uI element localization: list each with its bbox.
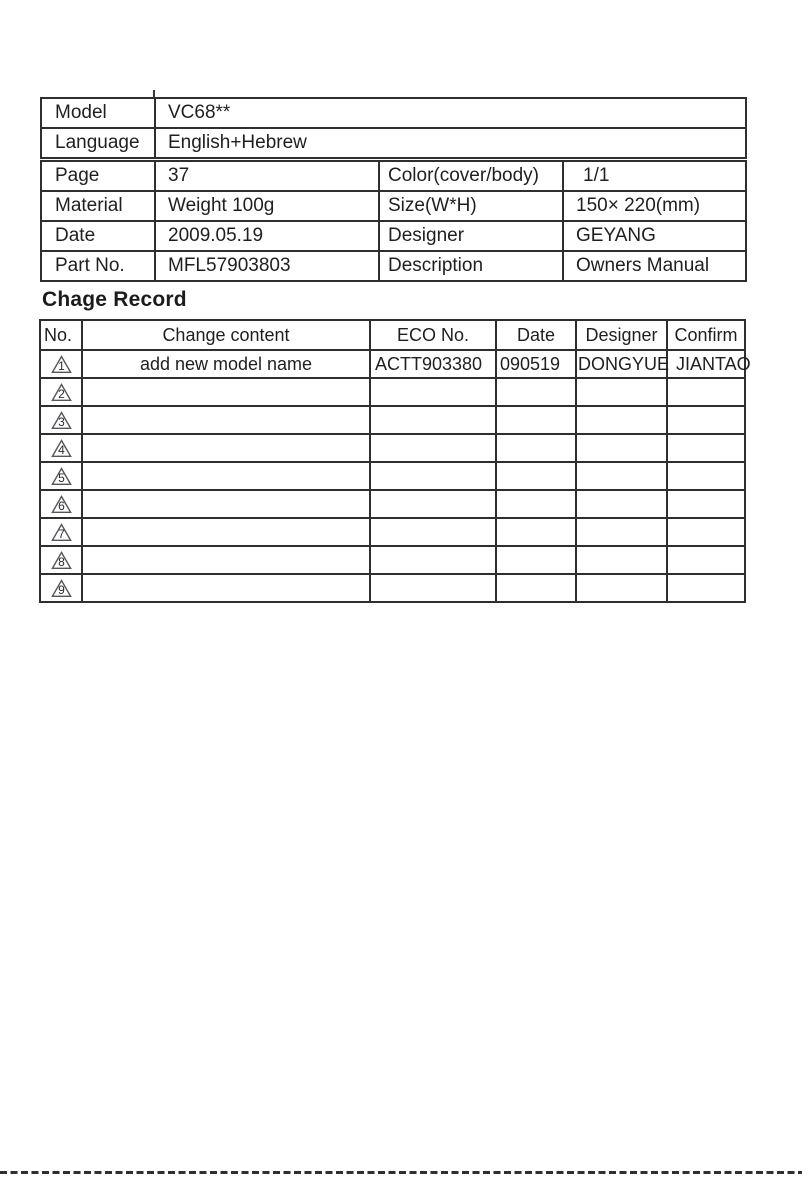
- designer-cell: [576, 462, 667, 490]
- confirm-cell: [667, 574, 745, 602]
- date-cell: 090519: [496, 350, 576, 378]
- designer-cell: [576, 574, 667, 602]
- confirm-cell: [667, 434, 745, 462]
- revision-marker-cell: [40, 434, 82, 462]
- numbered-triangle-icon: [51, 355, 72, 374]
- numbered-triangle-icon: [51, 551, 72, 570]
- confirm-cell: [667, 378, 745, 406]
- spec-value-date: 2009.05.19: [155, 221, 379, 251]
- numbered-triangle-icon: [51, 579, 72, 598]
- eco-no-cell: [370, 406, 496, 434]
- eco-no-cell: [370, 518, 496, 546]
- table-row: [41, 221, 746, 251]
- date-cell: [496, 518, 576, 546]
- eco-no-cell: [370, 490, 496, 518]
- date-cell: [496, 378, 576, 406]
- eco-no-cell: [370, 574, 496, 602]
- dashed-cut-line: [0, 1171, 802, 1174]
- eco-no-cell: [370, 378, 496, 406]
- confirm-cell: [667, 462, 745, 490]
- table-row: [40, 546, 745, 574]
- spec-label-part-no: Part No.: [41, 251, 155, 281]
- revision-marker-cell: [40, 406, 82, 434]
- spec-value-language: English+Hebrew: [155, 128, 746, 158]
- spec-table: [40, 97, 747, 282]
- confirm-cell: JIANTAO: [667, 350, 745, 378]
- svg-text:8: 8: [57, 555, 65, 570]
- table-row: [41, 161, 746, 191]
- spec-label-material: Material: [41, 191, 155, 221]
- change-content-cell: [82, 434, 370, 462]
- svg-text:7: 7: [57, 527, 65, 542]
- change-record-header-row: [40, 320, 745, 350]
- col-header-eco-no: ECO No.: [370, 320, 496, 350]
- spec-label-designer: Designer: [379, 221, 563, 251]
- svg-text:2: 2: [57, 387, 65, 402]
- table-row: [41, 251, 746, 281]
- numbered-triangle-icon: [51, 523, 72, 542]
- table-row: [41, 128, 746, 158]
- designer-cell: [576, 518, 667, 546]
- revision-marker-cell: [40, 574, 82, 602]
- table-row: [40, 574, 745, 602]
- date-cell: [496, 546, 576, 574]
- table-row: [40, 378, 745, 406]
- change-record-title: Chage Record: [42, 288, 187, 311]
- revision-marker-cell: [40, 546, 82, 574]
- spec-label-color: Color(cover/body): [379, 161, 563, 191]
- date-cell: [496, 490, 576, 518]
- spec-value-part-no: MFL57903803: [155, 251, 379, 281]
- spec-value-designer: GEYANG: [563, 221, 746, 251]
- table-row: [40, 406, 745, 434]
- change-content-cell: add new model name: [82, 350, 370, 378]
- spec-table-grid: [40, 160, 747, 282]
- change-content-cell: [82, 406, 370, 434]
- designer-cell: [576, 378, 667, 406]
- numbered-triangle-icon: [51, 467, 72, 486]
- spec-table-merged: [40, 97, 747, 159]
- change-content-cell: [82, 518, 370, 546]
- spec-label-model: Model: [41, 98, 155, 128]
- change-content-cell: [82, 490, 370, 518]
- change-content-cell: [82, 378, 370, 406]
- change-content-cell: [82, 574, 370, 602]
- spec-value-material: Weight 100g: [155, 191, 379, 221]
- col-header-no: No.: [40, 320, 82, 350]
- revision-marker-cell: [40, 490, 82, 518]
- designer-cell: [576, 434, 667, 462]
- eco-no-cell: ACTT903380: [370, 350, 496, 378]
- col-header-designer: Designer: [576, 320, 667, 350]
- revision-marker-cell: [40, 462, 82, 490]
- numbered-triangle-icon: [51, 495, 72, 514]
- svg-text:9: 9: [57, 583, 65, 598]
- date-cell: [496, 406, 576, 434]
- change-record-table: [39, 319, 751, 603]
- spec-label-language: Language: [41, 128, 155, 158]
- confirm-cell: [667, 518, 745, 546]
- table-row: [40, 462, 745, 490]
- svg-text:1: 1: [57, 359, 65, 374]
- table-row: [40, 434, 745, 462]
- spec-value-size: 150× 220(mm): [563, 191, 746, 221]
- svg-text:5: 5: [57, 471, 65, 486]
- eco-no-cell: [370, 546, 496, 574]
- numbered-triangle-icon: [51, 411, 72, 430]
- table-row: [41, 191, 746, 221]
- change-content-cell: [82, 546, 370, 574]
- spec-value-color: 1/1: [563, 161, 746, 191]
- col-header-change-content: Change content: [82, 320, 370, 350]
- designer-cell: [576, 546, 667, 574]
- spec-label-date: Date: [41, 221, 155, 251]
- col-header-date: Date: [496, 320, 576, 350]
- revision-marker-cell: [40, 350, 82, 378]
- eco-no-cell: [370, 434, 496, 462]
- confirm-cell: [667, 406, 745, 434]
- revision-marker-cell: [40, 518, 82, 546]
- spec-value-description: Owners Manual: [563, 251, 746, 281]
- table-row: [41, 98, 746, 128]
- date-cell: [496, 434, 576, 462]
- svg-text:4: 4: [57, 443, 65, 458]
- date-cell: [496, 462, 576, 490]
- table-row: [40, 490, 745, 518]
- spec-label-description: Description: [379, 251, 563, 281]
- spec-label-page: Page: [41, 161, 155, 191]
- eco-no-cell: [370, 462, 496, 490]
- spec-value-page: 37: [155, 161, 379, 191]
- date-cell: [496, 574, 576, 602]
- change-content-cell: [82, 462, 370, 490]
- col-header-confirm: Confirm: [667, 320, 745, 350]
- table-row: [40, 518, 745, 546]
- svg-text:6: 6: [57, 499, 65, 514]
- svg-text:3: 3: [57, 415, 65, 430]
- numbered-triangle-icon: [51, 439, 72, 458]
- designer-cell: DONGYUE: [576, 350, 667, 378]
- revision-marker-cell: [40, 378, 82, 406]
- spec-label-size: Size(W*H): [379, 191, 563, 221]
- confirm-cell: [667, 490, 745, 518]
- table-row: [40, 350, 745, 378]
- designer-cell: [576, 490, 667, 518]
- spec-value-model: VC68**: [155, 98, 746, 128]
- designer-cell: [576, 406, 667, 434]
- confirm-cell: [667, 546, 745, 574]
- numbered-triangle-icon: [51, 383, 72, 402]
